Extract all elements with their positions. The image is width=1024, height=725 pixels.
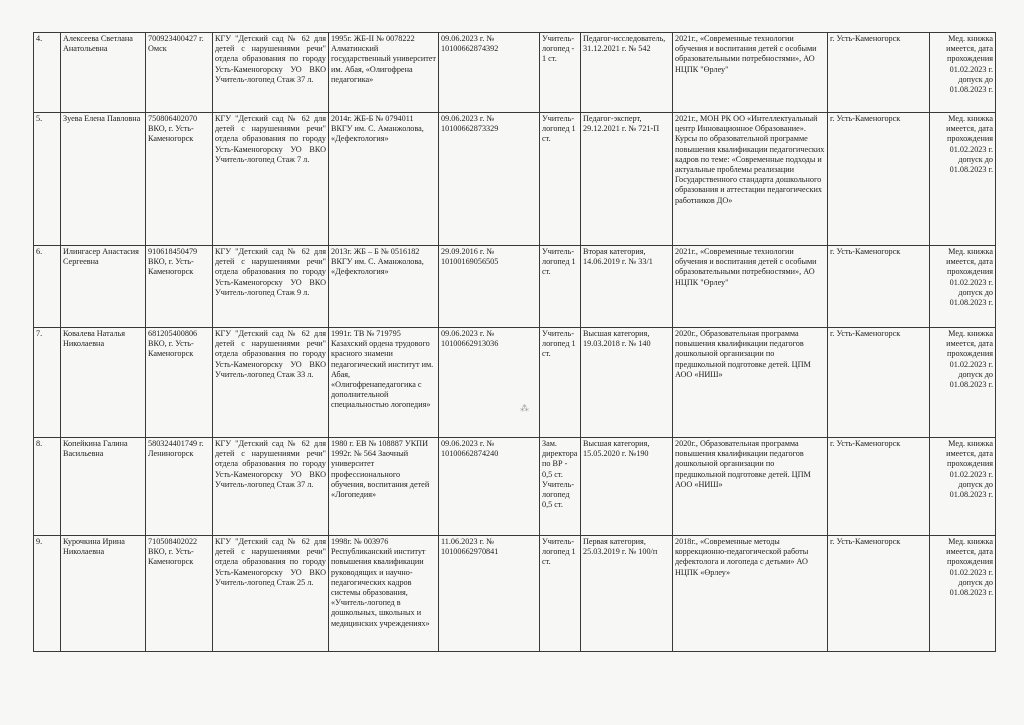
city-cell: г. Усть-Каменогорск bbox=[828, 33, 930, 113]
medical-record-cell: Мед. книжка имеется, дата прохождения 01.02.2023 г. допуск до 01.08.2023 г. bbox=[930, 536, 996, 652]
position-cell: Учитель-логопед - 1 ст. bbox=[540, 33, 581, 113]
qualification-category-cell: Высшая категория, 15.05.2020 г. №190 bbox=[581, 438, 673, 536]
table-row bbox=[34, 536, 996, 652]
education-cell: 1980 г. ЕВ № 108887 УКПИ 1992г. № 564 Заочный университет профессионального обучения, воспитания детей «Логопедия» bbox=[329, 438, 439, 536]
iin-birthplace-cell: 710508402022 ВКО, г. Усть-Каменогорск bbox=[146, 536, 213, 652]
row-number-cell: 7. bbox=[34, 328, 61, 438]
iin-birthplace-cell: 580324401749 г. Лениногорск bbox=[146, 438, 213, 536]
medical-record-cell: Мед. книжка имеется, дата прохождения 01.02.2023 г. допуск до 01.08.2023 г. bbox=[930, 113, 996, 246]
position-cell: Зам. директора по ВР - 0,5 ст. Учитель-логопед 0,5 ст. bbox=[540, 438, 581, 536]
table-row bbox=[34, 246, 996, 328]
row-number-cell: 6. bbox=[34, 246, 61, 328]
table-row bbox=[34, 113, 996, 246]
employee-name-cell: Алексеева Светлана Анатольевна bbox=[61, 33, 146, 113]
certificate-number-cell: 09.06.2023 г. № 10100662913036 bbox=[439, 328, 540, 438]
position-cell: Учитель-логопед 1 ст. bbox=[540, 536, 581, 652]
medical-record-cell: Мед. книжка имеется, дата прохождения 01.02.2023 г. допуск до 01.08.2023 г. bbox=[930, 438, 996, 536]
training-courses-cell: 2018г., «Современные методы коррекционно-педагогической работы дефектолога и логопеда с детьми» АО НЦПК «Өрлеу» bbox=[673, 536, 828, 652]
row-number-cell: 4. bbox=[34, 33, 61, 113]
certificate-number-cell: 09.06.2023 г. № 10100662874240 bbox=[439, 438, 540, 536]
medical-record-cell: Мед. книжка имеется, дата прохождения 01.02.2023 г. допуск до 01.08.2023 г. bbox=[930, 328, 996, 438]
workplace-cell: КГУ "Детский сад № 62 для детей с нарушениями речи" отдела образования по городу Усть-Каменогорску УО ВКО Учитель-логопед Стаж 33 л. bbox=[213, 328, 329, 438]
employee-name-cell: Копейкина Галина Васильевна bbox=[61, 438, 146, 536]
city-cell: г. Усть-Каменогорск bbox=[828, 113, 930, 246]
certificate-number-cell: 29.09.2016 г. № 10100169056505 bbox=[439, 246, 540, 328]
training-courses-cell: 2020г., Образовательная программа повышения квалификации педагогов дошкольной организации по предшкольной подготовке детей. ЦПМ АОО «НИШ» bbox=[673, 328, 828, 438]
row-number-cell: 9. bbox=[34, 536, 61, 652]
medical-record-cell: Мед. книжка имеется, дата прохождения 01.02.2023 г. допуск до 01.08.2023 г. bbox=[930, 246, 996, 328]
iin-birthplace-cell: 750806402070 ВКО, г. Усть-Каменогорск bbox=[146, 113, 213, 246]
employee-name-cell: Зуева Елена Павловна bbox=[61, 113, 146, 246]
position-cell: Учитель-логопед 1 ст. bbox=[540, 246, 581, 328]
row-number-cell: 5. bbox=[34, 113, 61, 246]
workplace-cell: КГУ "Детский сад № 62 для детей с нарушениями речи" отдела образования по городу Усть-Каменогорску УО ВКО Учитель-логопед Стаж 7 л. bbox=[213, 113, 329, 246]
iin-birthplace-cell: 681205400806 ВКО, г. Усть-Каменогорск bbox=[146, 328, 213, 438]
workplace-cell: КГУ "Детский сад № 62 для детей с нарушениями речи" отдела образования по городу Усть-Каменогорску УО ВКО Учитель-логопед Стаж 9 л. bbox=[213, 246, 329, 328]
table-row bbox=[34, 438, 996, 536]
scan-mark: ⁂ bbox=[520, 404, 529, 414]
workplace-cell: КГУ "Детский сад № 62 для детей с нарушениями речи" отдела образования по городу Усть-Каменогорску УО ВКО Учитель-логопед Стаж 25 л. bbox=[213, 536, 329, 652]
table-row bbox=[34, 33, 996, 113]
education-cell: 1991г. ТВ № 719795 Казахский ордена трудового красного знамени педагогический институт им. Абая, «Олигофренапедагогика с дополнительной специальностью логопедия» bbox=[329, 328, 439, 438]
training-courses-cell: 2020г., Образовательная программа повышения квалификации педагогов дошкольной организации по предшкольной подготовке детей. ЦПМ АОО «НИШ» bbox=[673, 438, 828, 536]
iin-birthplace-cell: 700923400427 г. Омск bbox=[146, 33, 213, 113]
position-cell: Учитель-логопед 1 ст. bbox=[540, 328, 581, 438]
certificate-number-cell: 09.06.2023 г. № 10100662873329 bbox=[439, 113, 540, 246]
qualification-category-cell: Первая категория, 25.03.2019 г. № 100/п bbox=[581, 536, 673, 652]
staff-table bbox=[33, 32, 996, 652]
education-cell: 2013г. ЖБ – Б № 0516182 ВКГУ им. С. Аманжолова, «Дефектология» bbox=[329, 246, 439, 328]
qualification-category-cell: Вторая категория, 14.06.2019 г. № 33/1 bbox=[581, 246, 673, 328]
city-cell: г. Усть-Каменогорск bbox=[828, 328, 930, 438]
workplace-cell: КГУ "Детский сад № 62 для детей с нарушениями речи" отдела образования по городу Усть-Каменогорску УО ВКО Учитель-логопед Стаж 37 л. bbox=[213, 33, 329, 113]
row-number-cell: 8. bbox=[34, 438, 61, 536]
certificate-number-cell: 09.06.2023 г. № 10100662874392 bbox=[439, 33, 540, 113]
employee-name-cell: Курочкина Ирина Николаевна bbox=[61, 536, 146, 652]
qualification-category-cell: Педагог-эксперт, 29.12.2021 г. № 721-П bbox=[581, 113, 673, 246]
education-cell: 1998г. № 003976 Республиканский институт повышения квалификации руководящих и научно-педагогических кадров системы образования, «Учитель-логопед в дошкольных, школьных и медицинских учреждениях» bbox=[329, 536, 439, 652]
qualification-category-cell: Педагог-исследователь, 31.12.2021 г. № 542 bbox=[581, 33, 673, 113]
training-courses-cell: 2021г., «Современные технологии обучения и воспитания детей с особыми образовательными потребностями», АО НЦПК "Өрлеу" bbox=[673, 33, 828, 113]
education-cell: 2014г. ЖБ-Б № 0794011 ВКГУ им. С. Аманжолова, «Дефектология» bbox=[329, 113, 439, 246]
city-cell: г. Усть-Каменогорск bbox=[828, 246, 930, 328]
workplace-cell: КГУ "Детский сад № 62 для детей с нарушениями речи" отдела образования по городу Усть-Каменогорску УО ВКО Учитель-логопед Стаж 37 л. bbox=[213, 438, 329, 536]
position-cell: Учитель-логопед 1 ст. bbox=[540, 113, 581, 246]
certificate-number-cell: 11.06.2023 г. № 10100662970841 bbox=[439, 536, 540, 652]
table-row bbox=[34, 328, 996, 438]
city-cell: г. Усть-Каменогорск bbox=[828, 438, 930, 536]
training-courses-cell: 2021г., «Современные технологии обучения и воспитания детей с особыми образовательными потребностями», АО НЦПК "Өрлеу" bbox=[673, 246, 828, 328]
training-courses-cell: 2021г., МОН РК ОО «Интеллектуальный центр Инновационное Образование». Курсы по образовательной программе повышения квалификации педагогических кадров по теме: «Современные подходы и актуальные проблемы реализации Государственного стандарта дошкольного образования и аттестации педагогических работников ДО» bbox=[673, 113, 828, 246]
qualification-category-cell: Высшая категория, 19.03.2018 г. № 140 bbox=[581, 328, 673, 438]
employee-name-cell: Ковалева Наталья Николаевна bbox=[61, 328, 146, 438]
city-cell: г. Усть-Каменогорск bbox=[828, 536, 930, 652]
education-cell: 1995г. ЖБ-II № 0078222 Алматинский государственный университет им. Абая, «Олигофрена педагогика» bbox=[329, 33, 439, 113]
medical-record-cell: Мед. книжка имеется, дата прохождения 01.02.2023 г. допуск до 01.08.2023 г. bbox=[930, 33, 996, 113]
employee-name-cell: Илингасер Анастасия Сергеевна bbox=[61, 246, 146, 328]
iin-birthplace-cell: 910618450479 ВКО, г. Усть-Каменогорск bbox=[146, 246, 213, 328]
